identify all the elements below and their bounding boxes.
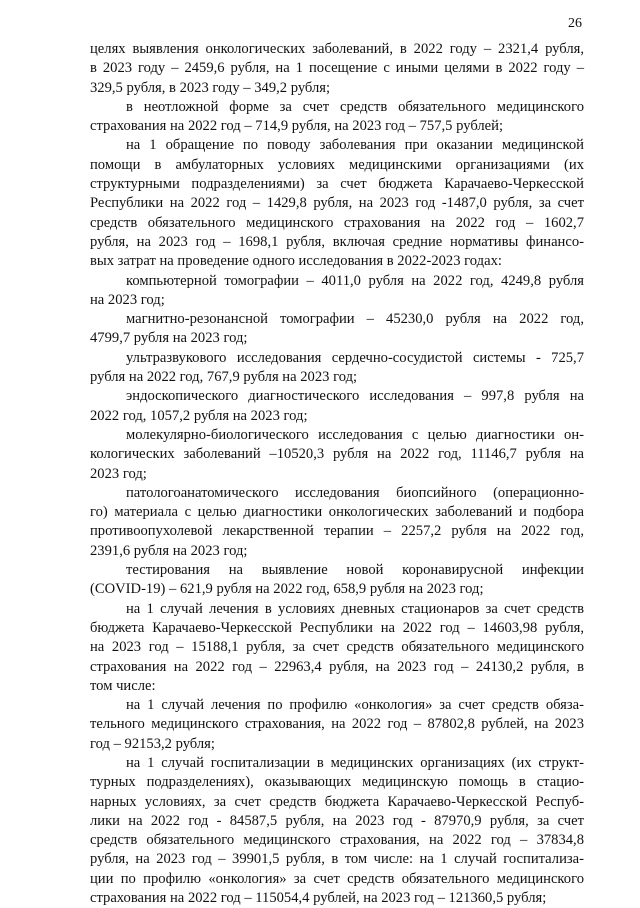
text-line: ции по профилю «онкология» за счет средств обязательного медицинского xyxy=(90,870,584,887)
text-line: компьютерной томографии – 4011,0 рубля на 2022 год, 4249,8 рубля xyxy=(126,272,584,289)
text-line: турных подразделениях), оказывающих медицинскую помощь в стацио- xyxy=(90,774,584,791)
text-line: рубля, на 2023 год – 39901,5 рубля, в том числе: на 1 случай госпитализа- xyxy=(90,851,584,868)
paragraph xyxy=(90,561,584,600)
text-line: целях выявления онкологических заболеваний, в 2022 году – 2321,4 рубля, xyxy=(90,41,584,57)
text-line: в неотложной форме за счет средств обязательного медицинского xyxy=(126,98,584,115)
text-line: тестирования на выявление новой коронавирусной инфекции xyxy=(126,562,584,579)
text-line: на 2023 год – 15188,1 рубля, за счет средств обязательного медицинского xyxy=(90,639,584,656)
text-line: 329,5 рубля, в 2023 году – 349,2 рубля; xyxy=(90,79,331,96)
text-line: год – 92153,2 рубля; xyxy=(90,735,215,752)
text-line: лики на 2022 год - 84587,5 рубля, на 2023 год - 87970,9 рубля, за счет xyxy=(90,812,584,829)
paragraph xyxy=(90,754,584,908)
text-line: страхования на 2022 год – 714,9 рубля, на 2023 год – 757,5 рублей; xyxy=(90,118,504,135)
text-line: 2023 год; xyxy=(90,465,147,482)
text-line: структурными подразделениями) за счет бюджета Карачаево-Черкесской xyxy=(90,176,584,193)
text-line: Республики на 2022 год – 1429,8 рубля, на 2023 год -1487,0 рубля, за счет xyxy=(90,195,584,212)
text-line: средств обязательного медицинского страхования на 2022 год – 1602,7 xyxy=(90,214,584,231)
text-line: кологических заболеваний –10520,3 рубля на 2022 год, 11146,7 рубля на xyxy=(90,446,584,463)
document-body xyxy=(90,40,584,908)
text-line: противоопухолевой лекарственной терапии – 2257,2 рубля на 2022 год, xyxy=(90,523,584,540)
paragraph xyxy=(90,98,584,137)
text-line: помощи в амбулаторных условиях медицинскими организациями (их xyxy=(90,156,584,173)
paragraph xyxy=(90,40,584,98)
text-line: го) материала с целью диагностики онкологических заболеваний и подбора xyxy=(90,504,584,521)
paragraph xyxy=(90,696,584,754)
text-line: рубля на 2022 год, 767,9 рубля на 2023 год; xyxy=(90,369,358,386)
paragraph xyxy=(90,310,584,349)
paragraph xyxy=(90,136,584,271)
text-line: ультразвукового исследования сердечно-сосудистой системы - 725,7 xyxy=(126,349,584,366)
text-line: на 1 случай лечения по профилю «онкология» за счет средств обяза- xyxy=(126,697,584,714)
text-line: вых затрат на проведение одного исследования в 2022-2023 годах: xyxy=(90,253,502,270)
paragraph xyxy=(90,349,584,388)
text-line: 2022 год, 1057,2 рубля на 2023 год; xyxy=(90,407,308,424)
text-line: средств обязательного медицинского страхования, на 2022 год – 37834,8 xyxy=(90,832,584,849)
paragraph xyxy=(90,484,584,561)
text-line: страхования на 2022 год – 115054,4 рублей, на 2023 год – 121360,5 рубля; xyxy=(90,890,547,907)
text-line: страхования на 2022 год – 22963,4 рубля, на 2023 год – 24130,2 рубля, в xyxy=(90,658,584,675)
text-line: магнитно-резонансной томографии – 45230,0 рубля на 2022 год, xyxy=(126,311,584,328)
text-line: молекулярно-биологического исследования с целью диагностики он- xyxy=(126,426,584,443)
text-line: нарных условиях, за счет средств бюджета Карачаево-Черкесской Респуб- xyxy=(90,793,584,810)
text-line: тельного медицинского страхования, на 2022 год – 87802,8 рублей, на 2023 xyxy=(90,716,584,733)
paragraph xyxy=(90,426,584,484)
paragraph xyxy=(90,272,584,311)
text-line: рубля, на 2023 год – 1698,1 рубля, включая средние нормативы финансо- xyxy=(90,233,584,250)
text-line: на 1 обращение по поводу заболевания при оказании медицинской xyxy=(126,137,584,154)
page-number: 26 xyxy=(568,16,582,31)
text-line: 2391,6 рубля на 2023 год; xyxy=(90,542,248,559)
text-line: (COVID-19) – 621,9 рубля на 2022 год, 658,9 рубля на 2023 год; xyxy=(90,581,484,598)
text-line: 4799,7 рубля на 2023 год; xyxy=(90,330,248,347)
text-line: на 1 случай госпитализации в медицинских организациях (их структ- xyxy=(126,754,584,771)
text-line: на 2023 год; xyxy=(90,291,165,308)
paragraph xyxy=(90,387,584,426)
paragraph xyxy=(90,600,584,696)
text-line: бюджета Карачаево-Черкесской Республики на 2022 год – 14603,98 рубля, xyxy=(90,619,584,636)
text-line: том числе: xyxy=(90,677,156,694)
text-line: в 2023 году – 2459,6 рубля, на 1 посещение с иными целями в 2022 году – xyxy=(90,60,584,77)
text-line: патологоанатомического исследования биопсийного (операционно- xyxy=(126,484,584,501)
text-line: на 1 случай лечения в условиях дневных стационаров за счет средств xyxy=(126,600,584,617)
text-line: эндоскопического диагностического исследования – 997,8 рубля на xyxy=(126,388,584,405)
